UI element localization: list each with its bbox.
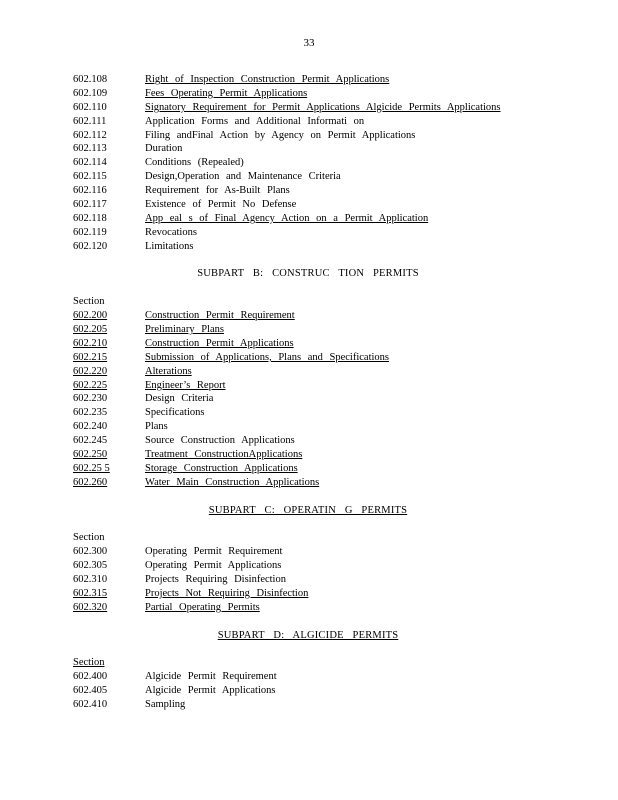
list-item: [73, 351, 543, 365]
list-item: [73, 337, 543, 351]
section-number: 602.225: [73, 379, 108, 391]
list-item: [73, 406, 543, 420]
section-title: Operating Permit Requirement: [145, 546, 283, 558]
section-number: 602.117: [73, 199, 107, 211]
section-number: 602.118: [73, 212, 107, 224]
list-item: [73, 129, 543, 143]
list-item: [73, 462, 543, 476]
section-number: 602.230: [73, 393, 108, 405]
section-number: 602.116: [73, 185, 107, 197]
list-item: [73, 559, 543, 573]
list-item: [73, 198, 543, 212]
list-item: [73, 420, 543, 434]
subpart-d-list: [73, 670, 543, 712]
section-title: Partial Operating Permits: [145, 601, 260, 613]
section-number: 602.400: [73, 671, 108, 683]
list-item: [73, 392, 543, 406]
section-label: Section: [73, 532, 105, 544]
section-label: Section: [73, 296, 105, 308]
list-item: [73, 184, 543, 198]
list-item: [73, 226, 543, 240]
section-number: 602.405: [73, 685, 108, 697]
section-title: Water Main Construction Applications: [145, 476, 320, 488]
section-number: 602.108: [73, 74, 108, 85]
section-number: 602.245: [73, 435, 108, 447]
section-title: Construction Permit Requirement: [145, 310, 295, 322]
section-title: Conditions (Repealed): [145, 157, 244, 169]
subpart-d-heading: SUBPART D: ALGICIDE PERMITS: [217, 629, 399, 641]
list-item: [73, 87, 543, 101]
section-number: 602.320: [73, 601, 108, 613]
section-number: 602.300: [73, 546, 108, 558]
section-number: 602.120: [73, 240, 108, 252]
section-title: Treatment ConstructionApplications: [145, 449, 303, 461]
section-number: 602.220: [73, 365, 108, 377]
section-title: Algicide Permit Applications: [145, 685, 276, 697]
section-title: Design Criteria: [145, 393, 214, 405]
section-title: Storage Construction Applications: [145, 462, 298, 474]
list-item: [73, 670, 543, 684]
section-title: Sampling: [145, 699, 186, 711]
list-item: [73, 601, 543, 615]
subpart-b-list: [73, 309, 543, 490]
section-number: 602.210: [73, 337, 108, 349]
section-number: 602.215: [73, 351, 108, 363]
section-number: 602.315: [73, 587, 108, 599]
section-title: Requirement for As-Built Plans: [145, 185, 290, 197]
list-item: [73, 545, 543, 559]
section-title: Design,Operation and Maintenance Criteria: [145, 171, 341, 183]
section-number: 602.250: [73, 449, 108, 461]
section-number: 602.112: [73, 129, 107, 141]
list-item: [73, 434, 543, 448]
section-number: 602.111: [73, 115, 107, 127]
section-title: Filing andFinal Action by Agency on Permit Applications: [145, 129, 416, 141]
section-number: 602.310: [73, 574, 108, 586]
section-number: 602.410: [73, 699, 108, 711]
list-item: [73, 240, 543, 254]
section-title: Revocations: [145, 226, 197, 238]
section-title: Fees Operating Permit Applications: [145, 87, 308, 99]
list-item: [73, 323, 543, 337]
section-title: Plans: [145, 421, 168, 433]
section-title: Projects Not Requiring Disinfection: [145, 587, 309, 599]
section-number: 602.114: [73, 157, 107, 169]
section-title: Signatory Requirement for Permit Applications Algicide Permits Applications: [145, 101, 501, 113]
section-number: 602.240: [73, 421, 108, 433]
list-item: [73, 476, 543, 490]
section-title: Existence of Permit No Defense: [145, 199, 297, 211]
section-number: 602.110: [73, 101, 107, 113]
section-number: 602.113: [73, 143, 107, 155]
page-number: 33: [303, 37, 315, 49]
table-of-contents: [73, 73, 543, 712]
section-number: 602.25 5: [73, 462, 110, 474]
section-title: Alterations: [145, 365, 192, 377]
section-number: 602.305: [73, 560, 108, 572]
list-item: [73, 587, 543, 601]
list-item: [73, 698, 543, 712]
section-title: Duration: [145, 143, 183, 155]
section-title: Operating Permit Applications: [145, 560, 282, 572]
section-title: Algicide Permit Requirement: [145, 671, 277, 683]
section-title: Construction Permit Applications: [145, 337, 294, 349]
list-item: [73, 365, 543, 379]
section-title: Submission of Applications, Plans and Specifications: [145, 351, 389, 363]
section-title: Preliminary Plans: [145, 324, 224, 336]
section-title: App eal s of Final Agency Action on a Permit Application: [145, 212, 429, 224]
subpart-b-heading: SUBPART B: CONSTRUC TION PERMITS: [197, 268, 419, 280]
section-title: Source Construction Applications: [145, 435, 295, 447]
section-number: 602.200: [73, 310, 108, 322]
list-item: [73, 101, 543, 115]
section-number: 602.260: [73, 476, 108, 488]
section-title: Right of Inspection Construction Permit Applications: [145, 74, 390, 85]
list-item: [73, 73, 543, 87]
list-item: [73, 379, 543, 393]
section-number: 602.235: [73, 407, 108, 419]
list-item: [73, 212, 543, 226]
section-title: Limitations: [145, 240, 194, 252]
section-title: Specifications: [145, 407, 205, 419]
section-title: Application Forms and Additional Informati on: [145, 115, 365, 127]
section-label: Section: [73, 657, 105, 669]
list-item: [73, 170, 543, 184]
list-item: [73, 142, 543, 156]
subpart-c-heading: SUBPART C: OPERATIN G PERMITS: [208, 504, 408, 516]
section-number: 602.205: [73, 324, 108, 336]
list-item: [73, 156, 543, 170]
section-number: 602.119: [73, 226, 107, 238]
subpart-a-list: [73, 73, 543, 254]
list-item: [73, 684, 543, 698]
section-number: 602.115: [73, 171, 107, 183]
section-title: Projects Requiring Disinfection: [145, 574, 286, 586]
section-title: Engineer’s Report: [145, 379, 226, 391]
list-item: [73, 115, 543, 129]
subpart-c-list: [73, 545, 543, 614]
section-number: 602.109: [73, 87, 108, 99]
list-item: [73, 309, 543, 323]
list-item: [73, 448, 543, 462]
list-item: [73, 573, 543, 587]
